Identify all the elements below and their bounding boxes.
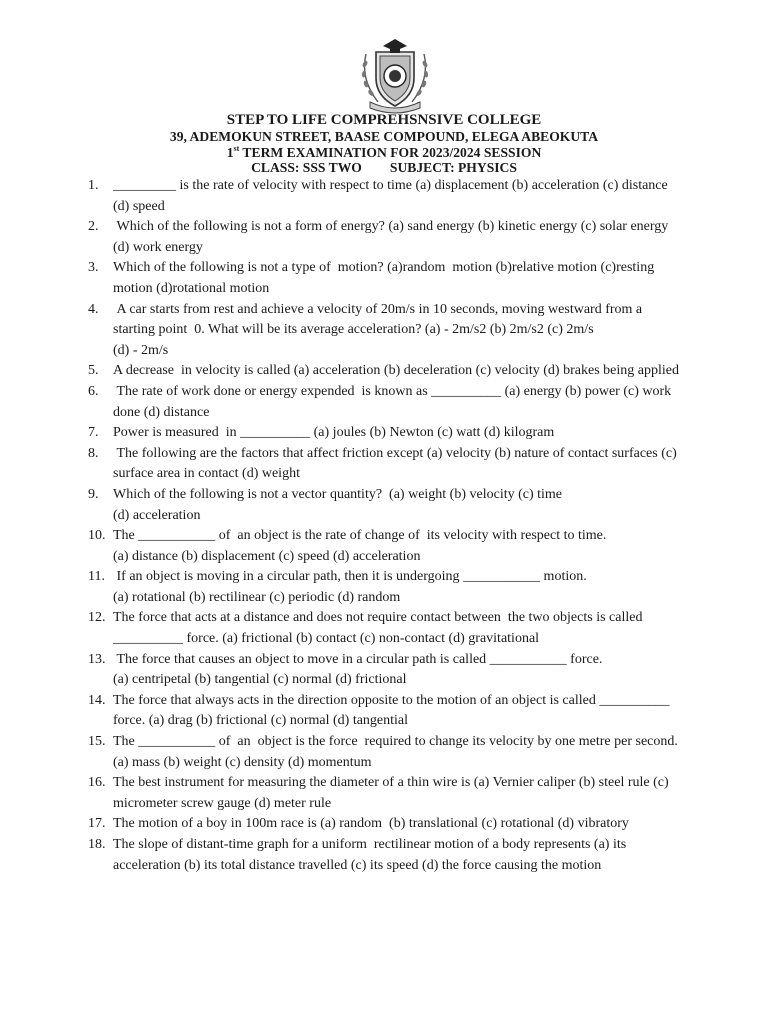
question-item (88, 176, 685, 217)
question-item (88, 361, 685, 382)
term-number: 1 (226, 144, 234, 160)
question-number: 17. (88, 816, 106, 832)
question-text: The motion of a boy in 100m race is (a) random (b) translational (c) rotational (d) vibratory (113, 816, 629, 832)
question-text: The force that always acts in the direction opposite to the motion of an object is called __________ force. (a) drag (b) frictional (c) normal (d) tangential (113, 692, 673, 729)
question-text: Power is measured in __________ (a) joules (b) Newton (c) watt (d) kilogram (113, 425, 555, 441)
question-item (88, 485, 685, 526)
question-text: The following are the factors that affect friction except (a) velocity (b) nature of contact surfaces (c) surface area in contact (d) weight (113, 445, 681, 482)
question-item (88, 567, 685, 608)
subject-label: SUBJECT: PHYSICS (389, 160, 517, 175)
school-name: STEP TO LIFE COMPREHSNSIVE COLLEGE (226, 112, 542, 128)
question-number: 6. (88, 383, 99, 399)
exam-title-text: TERM EXAMINATION FOR 2023/2024 SESSION (239, 144, 542, 160)
question-number: 2. (88, 219, 99, 235)
question-item (88, 258, 685, 299)
question-number: 13. (88, 651, 106, 667)
question-text: The rate of work done or energy expended is known as __________ (a) energy (b) power (c) work done (d) distance (113, 383, 675, 420)
question-text: The best instrument for measuring the diameter of a thin wire is (a) Vernier caliper (b) steel rule (c) micrometer screw gauge (d) meter rule (113, 775, 673, 811)
question-item (88, 382, 685, 423)
question-number: 4. (88, 301, 99, 317)
exam-title (0, 145, 768, 161)
question-number: 14. (88, 692, 106, 708)
question-text: Which of the following is not a form of energy? (a) sand energy (b) kinetic energy (c) solar energy (d) work energy (113, 219, 672, 255)
question-text: If an object is moving in a circular path, then it is undergoing ___________ motion. (a) rotational (b) rectilinear (c) periodic (d) random (113, 569, 587, 605)
class-label: CLASS: SSS TWO (251, 160, 362, 175)
question-item (88, 217, 685, 258)
question-number: 9. (88, 486, 99, 502)
question-text: Which of the following is not a vector quantity? (a) weight (b) velocity (c) time (d) acceleration (113, 486, 563, 523)
question-item (88, 732, 685, 773)
question-number: 1. (88, 178, 99, 193)
question-text: The ___________ of an object is the force required to change its velocity by one metre per second. (a) mass (b) weight (c) density (d) momentum (113, 734, 682, 770)
question-number: 3. (88, 260, 99, 276)
question-item (88, 835, 685, 876)
question-number: 5. (88, 363, 99, 379)
question-number: 18. (88, 837, 106, 852)
exam-header (0, 112, 768, 176)
question-number: 16. (88, 775, 106, 791)
question-item (88, 423, 685, 444)
question-item (88, 300, 685, 362)
question-item (88, 650, 685, 691)
question-item (88, 444, 685, 485)
question-text: _________ is the rate of velocity with respect to time (a) displacement (b) acceleration (c) distance (d) speed (113, 178, 672, 214)
question-number: 11. (88, 569, 105, 585)
question-item (88, 691, 685, 732)
question-number: 8. (88, 445, 99, 461)
question-text: The ___________ of an object is the rate of change of its velocity with respect to time. (a) distance (b) displacement (c) speed (d) acceleration (113, 528, 607, 564)
class-subject-line (0, 160, 768, 176)
question-number: 7. (88, 425, 99, 441)
question-text: A car starts from rest and achieve a velocity of 20m/s in 10 seconds, moving westward from a starting point 0. What will be its average acceleration? (a) - 2m/s2 (b) 2m/s2 (c) 2m/s (d) - 2m/s (113, 301, 643, 358)
question-number: 15. (88, 734, 106, 750)
question-text: The slope of distant-time graph for a uniform rectilinear motion of a body represents (a) its acceleration (b) its total distance travelled (c) its speed (d) the force causing the motion (113, 837, 630, 873)
question-list (88, 176, 685, 876)
question-text: Which of the following is not a type of motion? (a)random motion (b)relative motion (c)resting motion (d)rotational motion (113, 260, 658, 296)
question-item (88, 814, 685, 835)
question-item (88, 526, 685, 567)
question-item (88, 608, 685, 649)
question-text: A decrease in velocity is called (a) acceleration (b) deceleration (c) velocity (d) brakes being applied (113, 363, 679, 379)
question-number: 10. (88, 528, 106, 544)
school-crest-logo (356, 34, 434, 114)
question-item (88, 773, 685, 814)
question-text: The force that causes an object to move in a circular path is called ___________ force. (a) centripetal (b) tangential (c) normal (d) frictional (113, 651, 603, 688)
question-number: 12. (88, 610, 106, 626)
school-address: 39, ADEMOKUN STREET, BAASE COMPOUND, ELEGA ABEOKUTA (169, 129, 599, 144)
term-suffix: st (233, 143, 240, 153)
question-text: The force that acts at a distance and does not require contact between the two objects is called __________ force. (a) frictional (b) contact (c) non-contact (d) gravitational (113, 610, 646, 647)
